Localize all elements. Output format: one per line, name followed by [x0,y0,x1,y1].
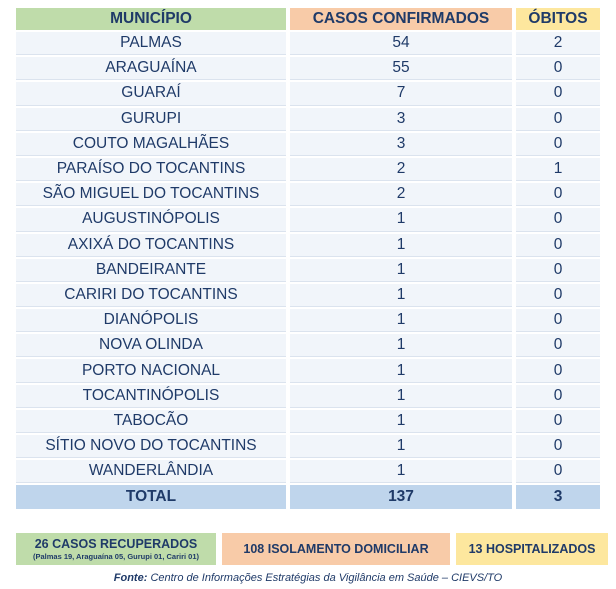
summary-boxes [16,533,608,565]
cell-casos: 1 [290,309,512,332]
cell-casos: 1 [290,435,512,458]
cell-casos: 7 [290,82,512,105]
hospitalized-box [456,533,608,565]
cell-casos: 1 [290,208,512,231]
cell-obitos: 0 [516,359,600,382]
cell-municipio: GURUPI [16,108,286,131]
cell-obitos: 2 [516,32,600,55]
cell-casos: 55 [290,57,512,80]
cell-casos: 1 [290,385,512,408]
cell-obitos: 0 [516,385,600,408]
total-obitos: 3 [516,485,600,509]
cell-casos: 1 [290,334,512,357]
cell-casos: 1 [290,234,512,257]
cell-obitos: 0 [516,208,600,231]
cases-table [12,6,604,511]
cell-municipio: PARAÍSO DO TOCANTINS [16,158,286,181]
cell-municipio: TABOCÃO [16,410,286,433]
source-text: Centro de Informações Estratégias da Vigilância em Saúde – CIEVS/TO [150,572,503,584]
cell-municipio: AXIXÁ DO TOCANTINS [16,234,286,257]
cell-municipio: GUARAÍ [16,82,286,105]
cell-obitos: 0 [516,334,600,357]
cell-municipio: COUTO MAGALHÃES [16,133,286,156]
cell-municipio: CARIRI DO TOCANTINS [16,284,286,307]
cell-obitos: 0 [516,309,600,332]
table-row [16,385,600,408]
cell-obitos: 0 [516,259,600,282]
cell-obitos: 0 [516,435,600,458]
table-row [16,460,600,483]
table-row [16,334,600,357]
cell-municipio: WANDERLÂNDIA [16,460,286,483]
table-row [16,108,600,131]
cell-casos: 1 [290,284,512,307]
cell-municipio: PALMAS [16,32,286,55]
cell-obitos: 0 [516,82,600,105]
cell-municipio: SÃO MIGUEL DO TOCANTINS [16,183,286,206]
cell-obitos: 0 [516,57,600,80]
table-row [16,410,600,433]
table-row [16,133,600,156]
source-note [0,572,616,584]
cell-casos: 2 [290,158,512,181]
recovered-count: 26 CASOS RECUPERADOS [34,537,198,551]
table-row [16,158,600,181]
cell-obitos: 1 [516,158,600,181]
table-row [16,234,600,257]
header-municipio: MUNICÍPIO [16,8,286,30]
hospitalized-count: 13 HOSPITALIZADOS [468,542,596,556]
total-row [16,485,600,509]
table-row [16,309,600,332]
source-label: Fonte: [113,572,148,584]
cell-municipio: DIANÓPOLIS [16,309,286,332]
table-row [16,435,600,458]
cell-obitos: 0 [516,234,600,257]
cell-municipio: PORTO NACIONAL [16,359,286,382]
table-row [16,284,600,307]
cell-casos: 3 [290,133,512,156]
table-row [16,82,600,105]
cell-casos: 2 [290,183,512,206]
cell-obitos: 0 [516,133,600,156]
cell-municipio: TOCANTINÓPOLIS [16,385,286,408]
table-row [16,208,600,231]
table-row [16,259,600,282]
cell-obitos: 0 [516,284,600,307]
cell-casos: 54 [290,32,512,55]
cell-casos: 1 [290,359,512,382]
total-casos: 137 [290,485,512,509]
cell-municipio: SÍTIO NOVO DO TOCANTINS [16,435,286,458]
cell-casos: 1 [290,259,512,282]
header-casos-confirmados: CASOS CONFIRMADOS [290,8,512,30]
cell-obitos: 0 [516,460,600,483]
table-row [16,359,600,382]
cell-obitos: 0 [516,183,600,206]
table-row [16,183,600,206]
cell-municipio: BANDEIRANTE [16,259,286,282]
home-isolation-box [222,533,450,565]
table-row [16,32,600,55]
cell-casos: 1 [290,410,512,433]
cell-municipio: AUGUSTINÓPOLIS [16,208,286,231]
header-obitos: ÓBITOS [516,8,600,30]
recovered-box [16,533,216,565]
recovered-detail: (Palmas 19, Araguaína 05, Gurupi 01, Cariri 01) [32,552,200,561]
home-isolation-count: 108 ISOLAMENTO DOMICILIAR [243,542,429,556]
cell-casos: 3 [290,108,512,131]
total-label: TOTAL [16,485,286,509]
cell-obitos: 0 [516,410,600,433]
cell-municipio: NOVA OLINDA [16,334,286,357]
cell-casos: 1 [290,460,512,483]
cell-municipio: ARAGUAÍNA [16,57,286,80]
cell-obitos: 0 [516,108,600,131]
cases-table-container [16,6,608,511]
table-body [16,32,600,483]
table-row [16,57,600,80]
table-header-row [16,8,600,30]
